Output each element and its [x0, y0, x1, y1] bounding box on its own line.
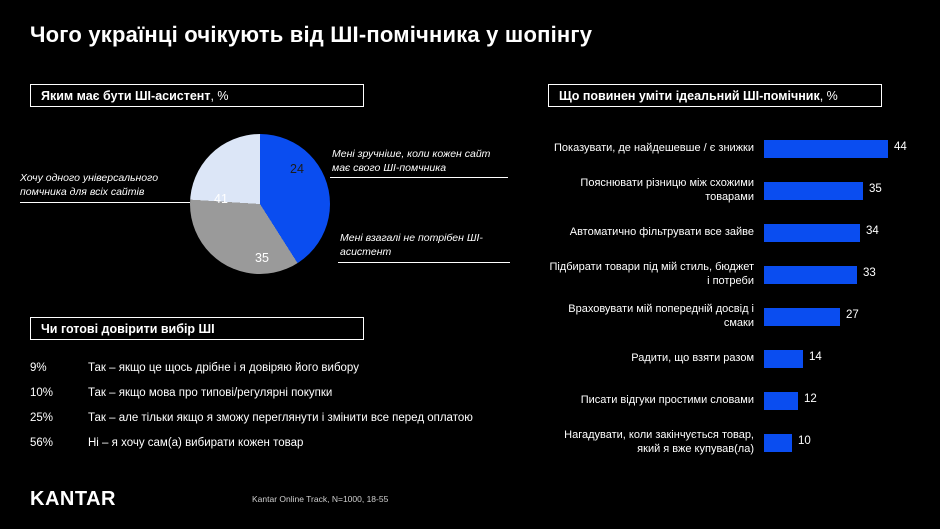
bar-row — [548, 128, 920, 170]
bar-row — [548, 422, 920, 464]
bar-fill — [764, 434, 792, 452]
bar-label: Радити, що взяти разом — [631, 352, 754, 365]
bar-value: 33 — [863, 267, 876, 279]
bar-fill — [764, 182, 863, 200]
bar-row — [548, 296, 920, 338]
bar-value: 35 — [869, 183, 882, 195]
bar-track — [764, 140, 920, 158]
bar-track — [764, 266, 920, 284]
section-header-trust-label: Чи готові довірити вибір ШІ — [41, 321, 215, 336]
bar-row — [548, 170, 920, 212]
trust-percent: 25% — [30, 412, 54, 424]
bar-row — [548, 338, 920, 380]
bar-row — [548, 254, 920, 296]
bar-fill — [764, 308, 840, 326]
bar-value: 12 — [804, 393, 817, 405]
bar-label: Автоматично фільтрувати все зайве — [569, 226, 754, 239]
bar-label: Нагадувати, коли закінчується товар, який я вже купував(ла) — [564, 429, 754, 455]
bar-label: Підбирати товари під мій стиль, бюджет і потреби — [549, 261, 754, 287]
section-header-pie-label: Яким має бути ШІ-асистент — [41, 88, 211, 103]
trust-label: Так – якщо мова про типові/регулярні покупки — [88, 387, 333, 399]
bar-fill — [764, 392, 798, 410]
bar-track — [764, 308, 920, 326]
list-item — [30, 387, 500, 399]
list-item — [30, 362, 500, 374]
trust-percent: 56% — [30, 437, 54, 449]
trust-label: Так – але тільки якщо я зможу переглянути і змінити все перед оплатою — [88, 412, 473, 424]
pie-callout-right-top: Мені зручніше, коли кожен сайт має свого ШІ-помчника — [332, 148, 491, 174]
section-header-pie — [30, 84, 364, 107]
bar-fill — [764, 350, 803, 368]
bar-label: Писати відгуки простими словами — [580, 394, 754, 407]
trust-label: Так – якщо це щось дрібне і я довіряю його вибору — [88, 362, 359, 374]
pie-leader-line-right-top — [330, 177, 508, 178]
list-item — [30, 437, 500, 449]
bar-fill — [764, 224, 860, 242]
kantar-logo: KANTAR — [30, 488, 116, 510]
pie-callout-left: Хочу одного універсального помчника для всіх сайтів — [20, 172, 159, 198]
list-item — [30, 412, 500, 424]
pie-leader-line-left — [20, 202, 190, 203]
trust-percent: 10% — [30, 387, 54, 399]
pie-chart — [190, 134, 330, 274]
bar-fill — [764, 140, 888, 158]
trust-list — [30, 362, 500, 462]
bar-value: 34 — [866, 225, 879, 237]
bar-row — [548, 212, 920, 254]
bar-value: 27 — [846, 309, 859, 321]
page-title: Чого українці очікують від ШІ-помічника у шопінгу — [30, 22, 593, 47]
pie-slice-value-2: 35 — [255, 251, 269, 265]
bar-label: Показувати, де найдешевше / є знижки — [554, 142, 754, 155]
section-header-trust — [30, 317, 364, 340]
section-header-pie-suffix: , % — [210, 88, 229, 103]
trust-label: Ні – я хочу сам(а) вибирати кожен товар — [88, 437, 304, 449]
bar-row — [548, 380, 920, 422]
bar-value: 10 — [798, 435, 811, 447]
source-note: Kantar Online Track, N=1000, 18-55 — [252, 494, 389, 504]
bar-value: 14 — [809, 351, 822, 363]
pie-slice-value-3: 24 — [290, 162, 304, 176]
section-header-bars — [548, 84, 882, 107]
bar-chart — [548, 128, 920, 464]
section-header-bars-suffix: , % — [819, 88, 838, 103]
bar-track — [764, 350, 920, 368]
bar-fill — [764, 266, 857, 284]
bar-value: 44 — [894, 141, 907, 153]
bar-track — [764, 434, 920, 452]
bar-label: Враховувати мій попередній досвід і смаки — [568, 303, 754, 329]
bar-track — [764, 392, 920, 410]
section-header-bars-label: Що повинен уміти ідеальний ШІ-помічник — [559, 88, 820, 103]
pie-slice-value-1: 41 — [214, 192, 228, 206]
pie-callout-right-bottom: Мені взагалі не потрібен ШІ-асистент — [340, 232, 483, 258]
trust-percent: 9% — [30, 362, 47, 374]
bar-track — [764, 224, 920, 242]
pie-leader-line-right-bottom — [338, 262, 510, 263]
bar-label: Пояснювати різницю між схожими товарами — [580, 177, 754, 203]
bar-track — [764, 182, 920, 200]
